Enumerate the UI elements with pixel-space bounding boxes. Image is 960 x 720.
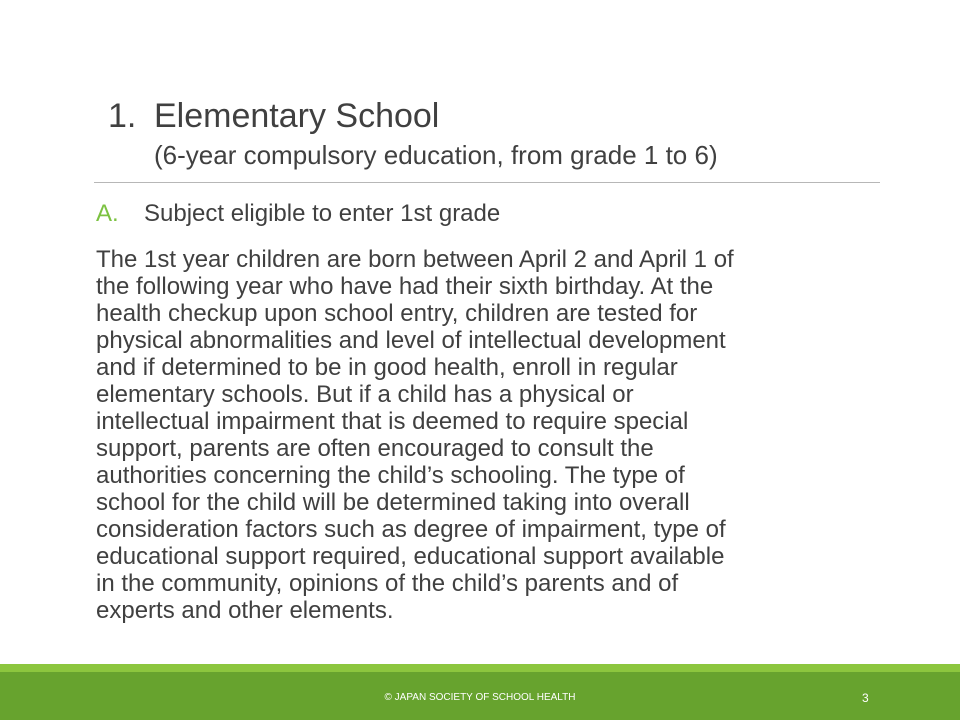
section-marker: A. [96, 200, 119, 227]
title-heading-line [108, 96, 888, 136]
body-line: physical abnormalities and level of intellectual development [96, 327, 726, 354]
title-subtitle: (6-year compulsory education, from grade 1 to 6) [154, 140, 718, 170]
body-line: authorities concerning the child’s schooling. The type of [96, 462, 685, 489]
page-number: 3 [862, 691, 869, 705]
body-line: health checkup upon school entry, children are tested for [96, 300, 698, 327]
slide-title [108, 96, 888, 172]
body-line: the following year who have had their sixth birthday. At the [96, 273, 714, 300]
section-heading-text: Subject eligible to enter 1st grade [144, 200, 501, 227]
footer-accent-stripe [0, 664, 960, 672]
body-line: experts and other elements. [96, 597, 394, 624]
section-heading [96, 199, 500, 229]
footer-bar [0, 672, 960, 720]
body-line: elementary schools. But if a child has a physical or [96, 381, 634, 408]
body-line: and if determined to be in good health, enroll in regular [96, 354, 678, 381]
footer-copyright: © JAPAN SOCIETY OF SCHOOL HEALTH [384, 692, 576, 703]
title-divider [94, 182, 880, 183]
body-line: support, parents are often encouraged to consult the [96, 435, 654, 462]
title-heading: Elementary School [154, 97, 440, 135]
body-line: intellectual impairment that is deemed to require special [96, 408, 689, 435]
body-paragraph [96, 246, 896, 624]
body-line: consideration factors such as degree of impairment, type of [96, 516, 726, 543]
body-line: school for the child will be determined taking into overall [96, 489, 690, 516]
title-number: 1. [108, 97, 137, 135]
body-line: in the community, opinions of the child’s parents and of [96, 570, 679, 597]
body-line: educational support required, educational support available [96, 543, 725, 570]
body-line: The 1st year children are born between April 2 and April 1 of [96, 246, 734, 273]
